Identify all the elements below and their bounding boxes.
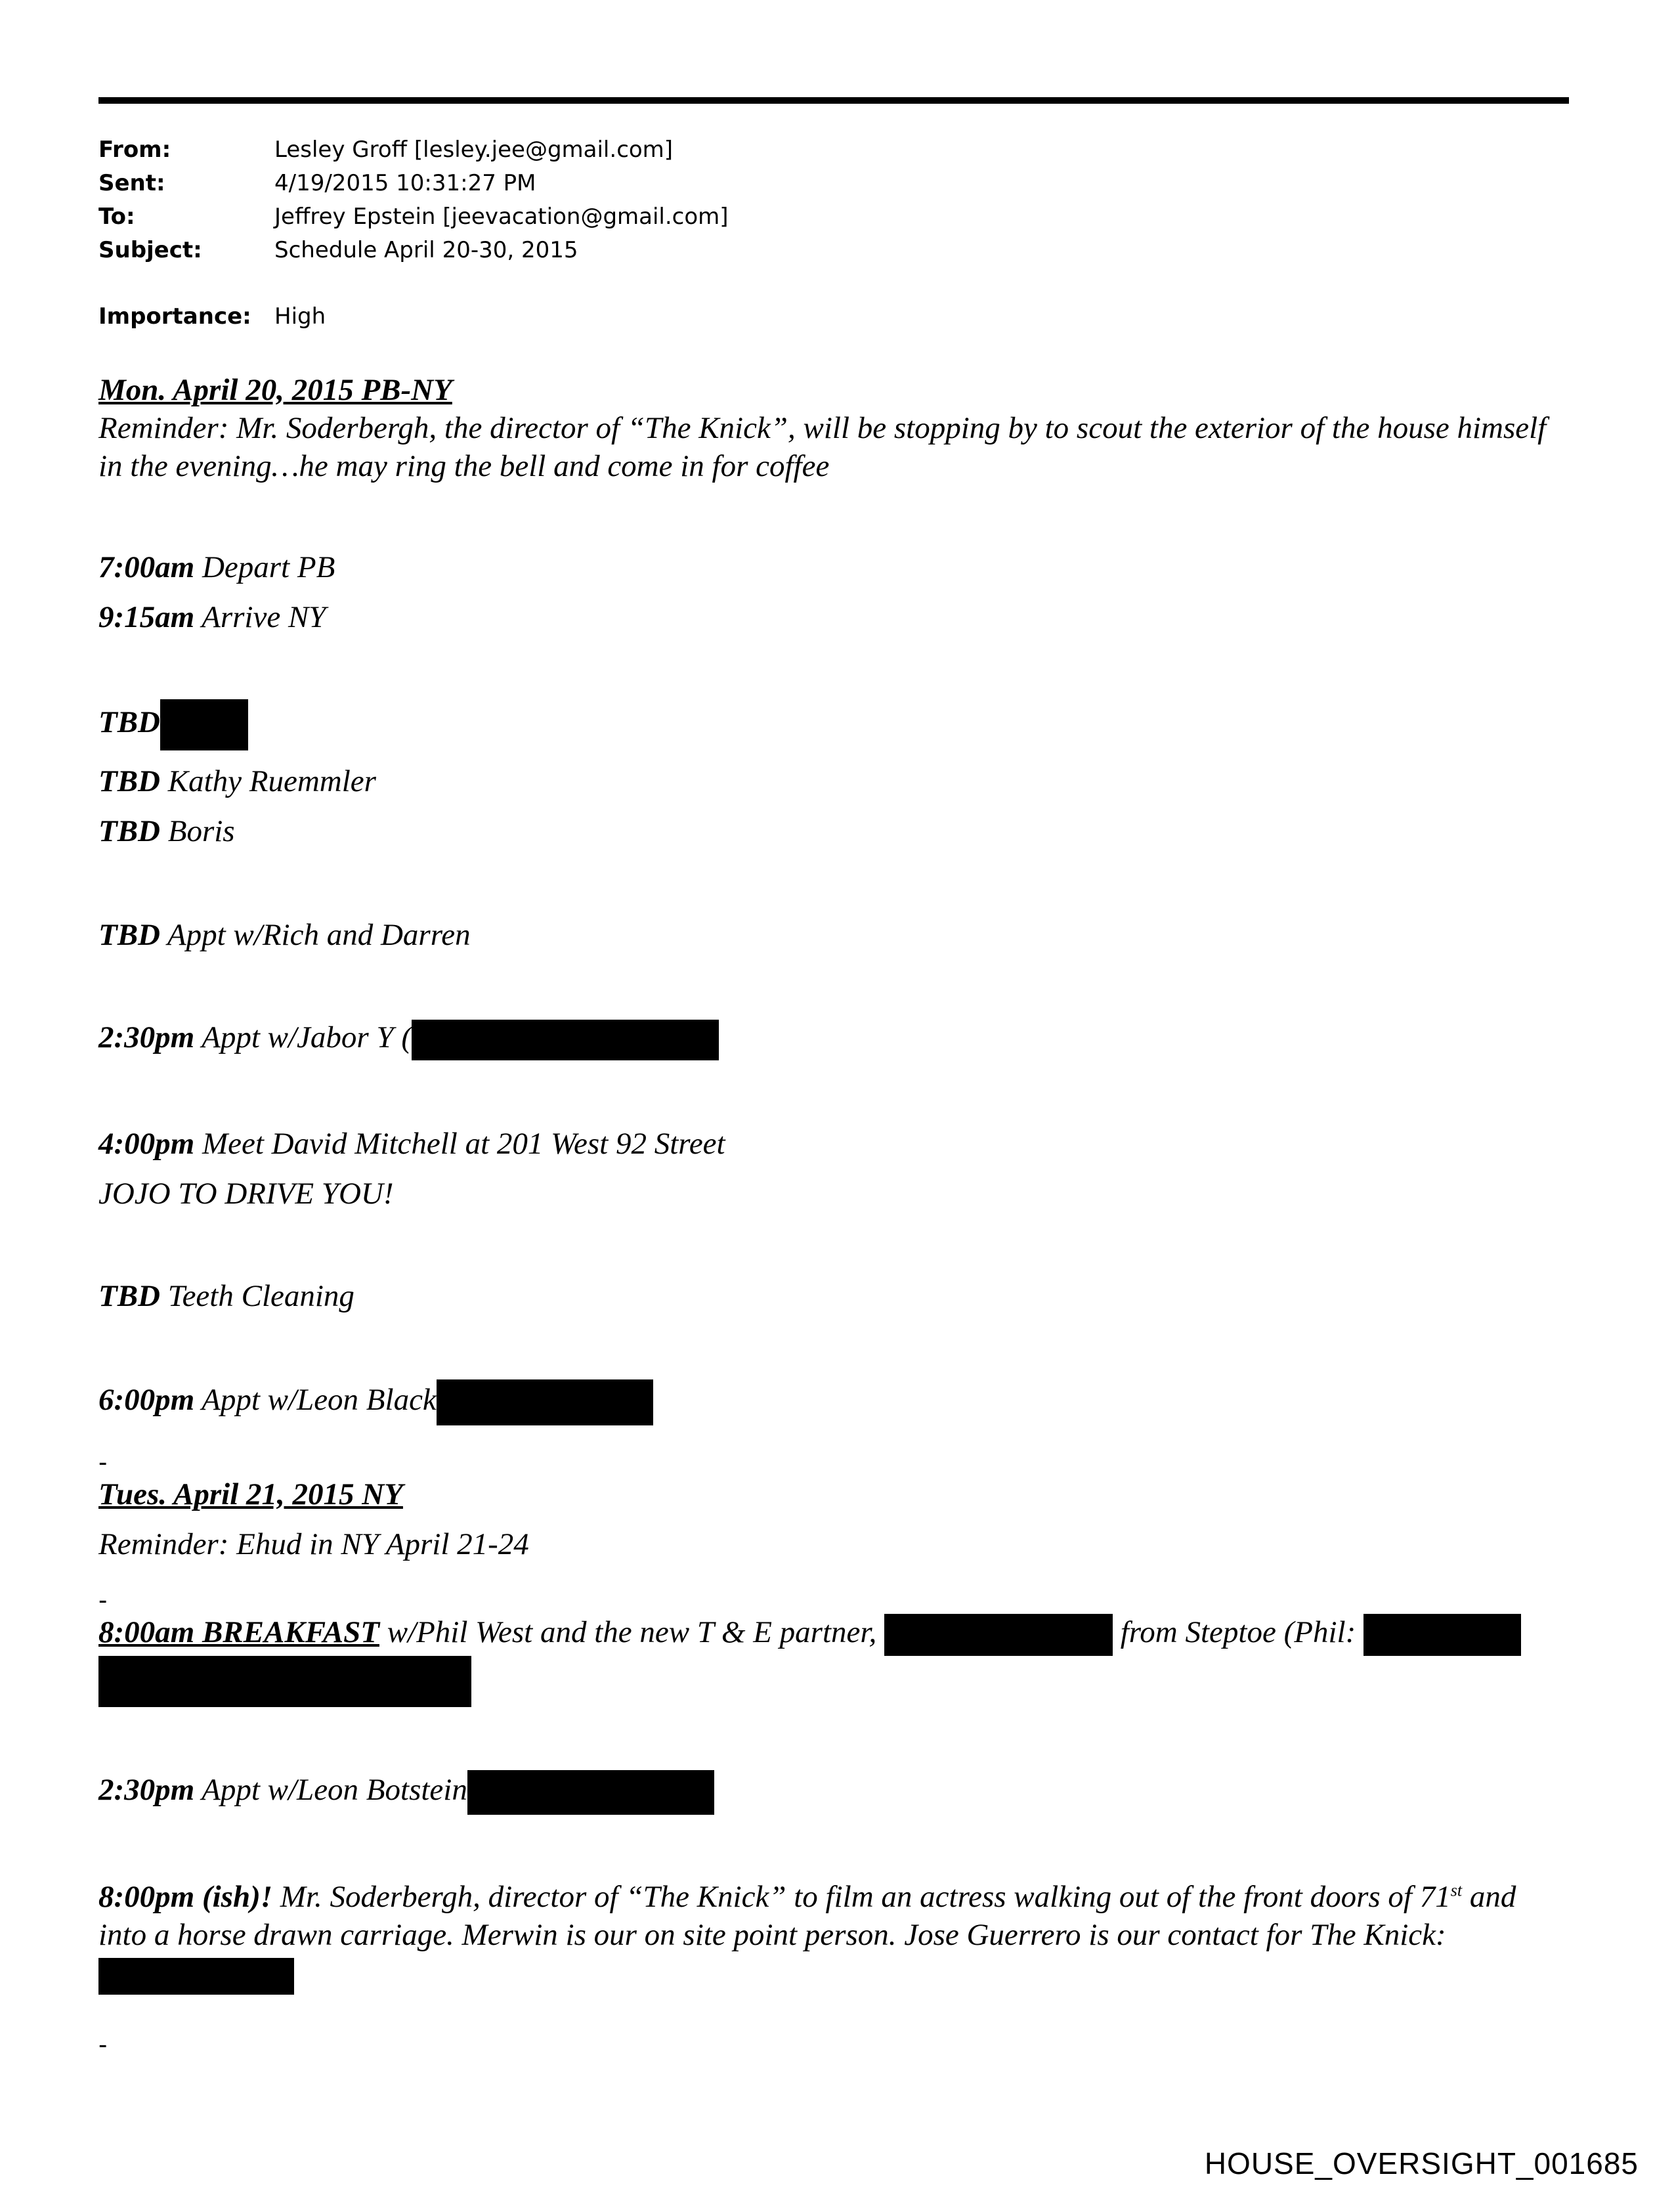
entry-time: TBD [98,1279,160,1314]
redaction-block [98,1656,471,1707]
entry-time: TBD [98,764,160,798]
day-heading-tue: Tues. April 21, 2015 NY [98,1477,403,1512]
entry-text: Mr. Soderbergh, director of “The Knick” to film an actress walking out of the front doors of 71 [280,1880,1451,1915]
entry-text: Boris [167,814,235,848]
from-label: From: [98,137,171,163]
to-label: To: [98,204,135,230]
entry-depart [98,548,1569,586]
redaction-block [437,1379,653,1425]
separator-dash: - [98,1448,108,1477]
entry-text: Appt w/Rich and Darren [167,918,471,952]
entry-time: 8:00pm (ish)! [98,1880,273,1915]
redaction-block [1363,1614,1521,1656]
entry-text: Appt w/Jabor Y [202,1020,394,1054]
entry-text: w/Phil West and the new T & E partner, [387,1615,877,1650]
entry-text: and into a horse drawn carriage. Merwin is our on site point person. Jose Guerrero is our contact for The Knick: [98,1880,1516,1953]
entry-time: 9:15am [98,600,195,634]
entry-filming [98,1878,1569,1994]
header-rule [98,97,1569,104]
entry-text: Teeth Cleaning [167,1279,354,1314]
importance-row [98,300,729,334]
entry-text: Appt w/Leon Botstein [202,1773,467,1808]
importance-value: High [274,303,326,330]
to-value: Jeffrey Epstein [jeevacation@gmail.com] [274,204,729,230]
email-body [98,371,1569,2058]
entry-text: Kathy Ruemmler [167,764,376,798]
entry-mitchell [98,1125,1569,1163]
separator-dash: - [98,2029,108,2059]
entry-time: 8:00am BREAKFAST [98,1615,379,1650]
subject-row [98,234,729,267]
entry-time: TBD [98,705,160,739]
sent-value: 4/19/2015 10:31:27 PM [274,170,536,196]
entry-leon-black [98,1379,1569,1425]
entry-text: Depart PB [202,550,335,584]
entry-teeth [98,1277,1569,1315]
entry-time: TBD [98,814,160,848]
entry-arrive [98,598,1569,636]
reminder-tue: Reminder: Ehud in NY April 21-24 [98,1527,529,1562]
entry-boris [98,812,1569,850]
entry-time: 2:30pm [98,1773,195,1808]
entry-jabor [98,1018,1569,1060]
header-spacer [98,267,729,300]
from-value: Lesley Groff [lesley.jee@gmail.com] [274,137,674,163]
entry-superscript: st [1450,1880,1463,1900]
entry-text: Meet David Mitchell at 201 West 92 Street [202,1127,725,1161]
reminder-mon: Reminder: Mr. Soderbergh, the director of “The Knick”, will be stopping by to scout the exterior of the house himself in the evening…he may ring the bell and come in for coffee [98,411,1547,483]
entry-time: 6:00pm [98,1383,195,1417]
entry-text: from Steptoe (Phil: [1120,1615,1356,1650]
entry-botstein [98,1770,1569,1815]
redaction-block [98,1958,294,1995]
entry-time: TBD [98,918,160,952]
entry-ruemmler [98,762,1569,800]
redaction-block [160,699,248,750]
bates-number: HOUSE_OVERSIGHT_001685 [1204,2146,1639,2180]
email-header [98,133,729,334]
entry-breakfast-cont [98,1656,1569,1707]
entry-time: 2:30pm [98,1020,195,1054]
redaction-block [884,1614,1113,1656]
day-heading-mon: Mon. April 20, 2015 PB-NY [98,373,452,407]
to-row [98,200,729,234]
entry-driver-note: JOJO TO DRIVE YOU! [98,1177,394,1211]
entry-time: 4:00pm [98,1127,195,1161]
entry-time: 7:00am [98,550,195,584]
entry-breakfast [98,1613,1569,1656]
entry-tbd-redacted [98,699,1569,750]
separator-dash: - [98,1586,108,1615]
entry-text: Arrive NY [202,600,326,634]
from-row [98,133,729,167]
entry-rich-darren [98,916,1569,954]
subject-value: Schedule April 20-30, 2015 [274,237,578,263]
sent-row [98,167,729,200]
redaction-block [467,1770,714,1815]
entry-paren: ( [401,1020,412,1054]
sent-label: Sent: [98,170,165,196]
redaction-block [412,1020,719,1060]
subject-label: Subject: [98,237,202,263]
importance-label: Importance: [98,303,251,330]
entry-text: Appt w/Leon Black [202,1383,437,1417]
